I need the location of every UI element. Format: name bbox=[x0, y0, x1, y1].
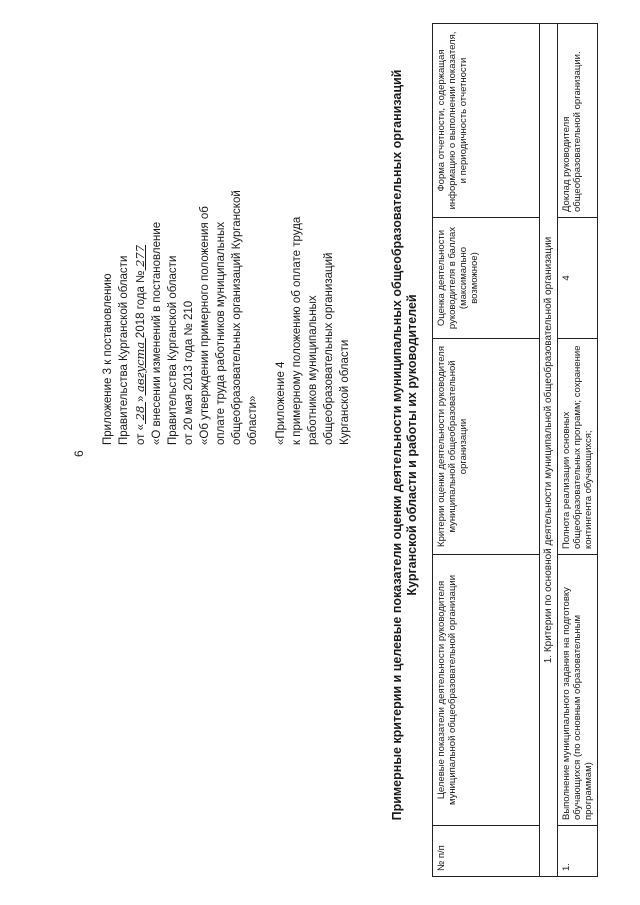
spacer bbox=[261, 45, 273, 445]
appendix-line: работников муниципальных bbox=[307, 295, 319, 445]
document-title bbox=[390, 15, 420, 875]
header-date-line bbox=[132, 45, 149, 445]
header-score: Оценка деятельности руководителя в баллах (максимально возможное) bbox=[433, 218, 540, 339]
header-line: оплате труда работников муниципальных bbox=[215, 221, 227, 445]
page-number: 6 bbox=[72, 450, 86, 457]
header-indicators: Целевые показатели деятельности руководителя муниципальной общеобразовательной организации bbox=[433, 555, 540, 826]
header-line: Правительства Курганской области bbox=[118, 255, 130, 445]
cell-score: 4 bbox=[558, 218, 598, 339]
cell-form: Доклад руководителя общеобразовательной организации. bbox=[558, 24, 598, 218]
cell-criteria: Полнота реализации основных общеобразовательных программ; сохранение контингента обучающихся; bbox=[558, 339, 598, 555]
section-title: 1. Критерии по основной деятельности муниципальной общеобразовательной организации bbox=[540, 24, 558, 877]
header-form: Форма отчетности, содержащая информацию о выполнении показателя, и периодичность отчетности bbox=[433, 24, 540, 218]
cell-num: 1. bbox=[558, 826, 598, 877]
title-line: Курганской области и работы их руководителей bbox=[405, 294, 419, 596]
handwritten-number: 277 bbox=[133, 244, 147, 271]
criteria-table bbox=[432, 23, 598, 877]
table-row bbox=[558, 24, 598, 877]
header-line: области» bbox=[247, 395, 259, 445]
date-quote: » bbox=[135, 395, 147, 403]
appendix-line: к примерному положению об оплате труда bbox=[291, 216, 303, 445]
date-prefix: от « bbox=[135, 423, 147, 445]
table-header-row bbox=[433, 24, 540, 877]
cell-indicator: Выполнение муниципального задания на подготовку обучающихся (по основным образовательным программам) bbox=[558, 555, 598, 826]
section-row bbox=[540, 24, 558, 877]
date-year: 2018 года № bbox=[135, 270, 147, 339]
title-line: Примерные критерии и целевые показатели оценки деятельности муниципальных общеобразовательных организаций bbox=[390, 69, 404, 821]
header-criteria: Критерии оценки деятельности руководителя муниципальной общеобразовательной организации bbox=[433, 339, 540, 555]
handwritten-month: августа bbox=[133, 338, 147, 396]
header-line: Правительства Курганской области bbox=[167, 255, 179, 445]
header-line: «О внесении изменений в постановление bbox=[151, 221, 163, 445]
appendix-line: общеобразовательных организаций bbox=[323, 252, 335, 445]
header-line: «Об утверждении примерного положения об bbox=[199, 206, 211, 445]
appendix-line: «Приложение 4 bbox=[275, 361, 287, 445]
header-num: № п/п bbox=[433, 826, 540, 877]
resolution-header bbox=[100, 45, 353, 445]
header-line: от 20 мая 2013 года № 210 bbox=[183, 300, 195, 445]
handwritten-day: 28 bbox=[133, 402, 147, 424]
appendix-line: Курганской области bbox=[339, 339, 351, 445]
header-line: общеобразовательных организаций Курганской bbox=[231, 190, 243, 445]
header-line: Приложение 3 к постановлению bbox=[102, 273, 114, 445]
